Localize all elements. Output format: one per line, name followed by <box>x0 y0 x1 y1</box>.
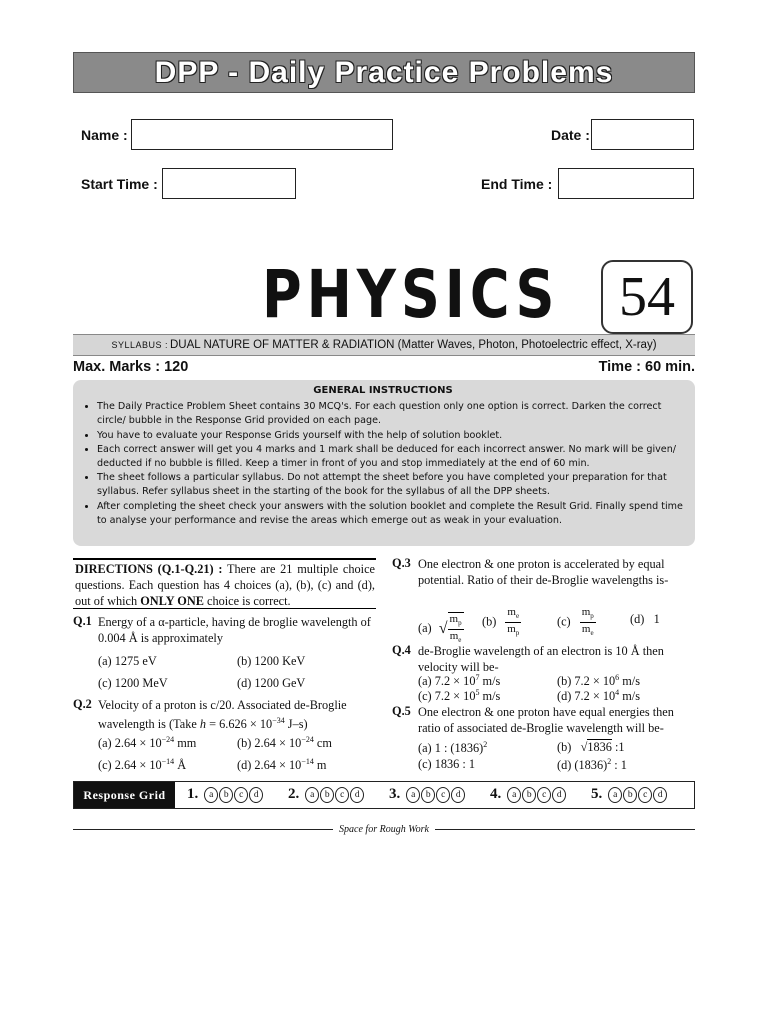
question-2-option-d: (d) $2.64 \times 10^{-14}$ m <box>237 757 327 773</box>
bubble-a[interactable]: a <box>507 787 521 803</box>
page-header-banner <box>73 52 695 93</box>
instruction-item: • Each correct answer will get you 4 marks and 1 mark shall be deduced for each incorrect answer. No mark will be given/ deducted if no bubble is filled. Keep a timer in front of you and stop immediately at the end of 60 min. <box>97 443 687 471</box>
instruction-item: • The Daily Practice Problem Sheet contains 30 MCQ's. For each question only one option is correct. Darken the correct circle/ bubble in the Response Grid provided on each page. <box>97 400 687 428</box>
response-row-4 <box>490 786 567 803</box>
directions-top-rule <box>73 558 376 560</box>
marks-row <box>73 359 695 377</box>
response-row-5 <box>591 786 668 803</box>
question-2-text: Velocity of a proton is c/20. Associated de-Broglie wavelength is (Take $h = 6.626 \times 10^{-34}$ J–s) <box>98 698 347 732</box>
question-4-option-c: (c) $7.2 \times 10^5$ m/s <box>418 688 501 704</box>
question-5-text: One electron & one proton have equal energies then ratio of associated de-Broglie wavelength will be- <box>418 705 674 735</box>
response-number: 2. <box>288 786 300 802</box>
directions-block <box>75 561 375 609</box>
question-2-option-a: (a) $2.64 \times 10^{-24}$ mm <box>98 735 197 751</box>
directions-text-1: There are 21 multiple choice questions. Each question has 4 choices (a), (b), (c) and (d), out of which <box>75 562 375 608</box>
start-time-field[interactable] <box>162 168 296 199</box>
directions-emphasis: ONLY ONE <box>140 594 204 608</box>
bubble-c[interactable]: c <box>234 787 248 803</box>
bubble-d[interactable]: d <box>350 787 364 803</box>
divider-line-right <box>435 829 695 830</box>
response-number: 5. <box>591 786 603 802</box>
question-3-option-d: (d) 1 <box>630 612 660 626</box>
page-title: DPP - Daily Practice Problems <box>154 55 614 89</box>
sheet-number: 54 <box>619 266 675 328</box>
bubble-d[interactable]: d <box>552 787 566 803</box>
question-1-option-b: (b) 1200 KeV <box>237 654 306 668</box>
bubble-d[interactable]: d <box>451 787 465 803</box>
syllabus-bar <box>73 334 695 356</box>
syllabus-text: DUAL NATURE OF MATTER & RADIATION (Matter Waves, Photon, Photoelectric effect, X-ray) <box>170 339 657 351</box>
question-3-number: Q.3 <box>392 556 411 570</box>
question-2-option-c: (c) $2.64 \times 10^{-14}$ Å <box>98 757 187 773</box>
rough-work-label: Space for Rough Work <box>339 823 429 835</box>
question-1-option-d: (d) 1200 GeV <box>237 676 306 690</box>
sheet-number-box <box>601 260 693 334</box>
question-5-option-b: (b) √1836 :1 <box>557 740 625 754</box>
subject-title: PHYSICS <box>262 256 560 333</box>
max-marks: Max. Marks : 120 <box>73 359 189 375</box>
question-4-option-a: (a) $7.2 \times 10^7$ m/s <box>418 673 501 689</box>
start-time-label: Start Time : <box>81 176 158 192</box>
response-grid <box>73 781 695 809</box>
question-3-text: One electron & one proton is accelerated by equal potential. Ratio of their de-Broglie wavelengths is- <box>418 557 669 587</box>
bubble-c[interactable]: c <box>638 787 652 803</box>
time-limit: Time : 60 min. <box>598 359 695 375</box>
question-3-option-b: (b) $\frac{m_e}{m_p}$ <box>482 606 520 638</box>
question-5-option-d: (d) $(1836)^2$ : 1 <box>557 757 627 773</box>
question-5-option-c: (c) 1836 : 1 <box>418 757 476 771</box>
response-number: 3. <box>389 786 401 802</box>
name-field[interactable] <box>131 119 393 150</box>
bubble-a[interactable]: a <box>406 787 420 803</box>
instructions-list <box>79 400 687 528</box>
question-3-option-c: (c) $\frac{m_p}{m_e}$ <box>557 606 594 638</box>
bubble-b[interactable]: b <box>522 787 536 803</box>
question-2-option-b: (b) $2.64 \times 10^{-24}$ cm <box>237 735 332 751</box>
directions-heading: DIRECTIONS (Q.1-Q.21) : <box>75 562 223 576</box>
bubble-c[interactable]: c <box>335 787 349 803</box>
bubble-c[interactable]: c <box>537 787 551 803</box>
rough-work-divider <box>73 822 695 836</box>
bubble-d[interactable]: d <box>249 787 263 803</box>
directions-bottom-rule <box>73 608 376 609</box>
question-4-option-d: (d) $7.2 \times 10^4$ m/s <box>557 688 641 704</box>
response-row-1 <box>187 786 264 803</box>
syllabus-label: SYLLABUS : <box>111 340 168 350</box>
instructions-box <box>73 380 695 546</box>
bubble-a[interactable]: a <box>608 787 622 803</box>
bubble-a[interactable]: a <box>204 787 218 803</box>
divider-line-left <box>73 829 333 830</box>
bubble-b[interactable]: b <box>623 787 637 803</box>
end-time-field[interactable] <box>558 168 694 199</box>
question-4-number: Q.4 <box>392 643 411 657</box>
bubble-b[interactable]: b <box>421 787 435 803</box>
question-1-text: Energy of a α-particle, having de broglie wavelength of 0.004 Å is approximately <box>98 615 371 645</box>
instruction-item: • The sheet follows a particular syllabus. Do not attempt the sheet before you have completed your preparation for that syllabus. Refer syllabus sheet in the starting of the book for the syllabus of all the DPP sheets. <box>97 471 687 499</box>
end-time-label: End Time : <box>481 176 553 192</box>
directions-text-2: choice is correct. <box>203 594 291 608</box>
bubble-c[interactable]: c <box>436 787 450 803</box>
response-grid-label: Response Grid <box>74 782 175 808</box>
name-label: Name : <box>81 127 128 143</box>
bubble-b[interactable]: b <box>320 787 334 803</box>
question-5-number: Q.5 <box>392 704 411 718</box>
question-1-option-a: (a) 1275 eV <box>98 654 157 668</box>
question-1-option-c: (c) 1200 MeV <box>98 676 168 690</box>
instructions-title: GENERAL INSTRUCTIONS <box>313 385 453 396</box>
question-2-number: Q.2 <box>73 697 92 711</box>
response-row-3 <box>389 786 466 803</box>
question-5-option-a: (a) 1 : $(1836)^2$ <box>418 740 488 756</box>
response-number: 1. <box>187 786 199 802</box>
question-4-option-b: (b) $7.2 \times 10^6$ m/s <box>557 673 641 689</box>
date-field[interactable] <box>591 119 694 150</box>
response-number: 4. <box>490 786 502 802</box>
instruction-item: • You have to evaluate your Response Grids yourself with the help of solution booklet. <box>97 429 687 443</box>
bubble-a[interactable]: a <box>305 787 319 803</box>
bubble-d[interactable]: d <box>653 787 667 803</box>
date-label: Date : <box>551 127 590 143</box>
question-4-text: de-Broglie wavelength of an electron is 10 Å then velocity will be- <box>418 644 664 674</box>
bubble-b[interactable]: b <box>219 787 233 803</box>
instruction-item: • After completing the sheet check your answers with the solution booklet and complete the Result Grid. Finally spend time to analyse your performance and revise the areas which emerge out as weak in your evaluation. <box>97 500 687 528</box>
question-3-option-a: (a) √ $\frac{m_p}{m_e}$ <box>418 613 462 645</box>
response-row-2 <box>288 786 365 803</box>
question-1-number: Q.1 <box>73 614 92 628</box>
